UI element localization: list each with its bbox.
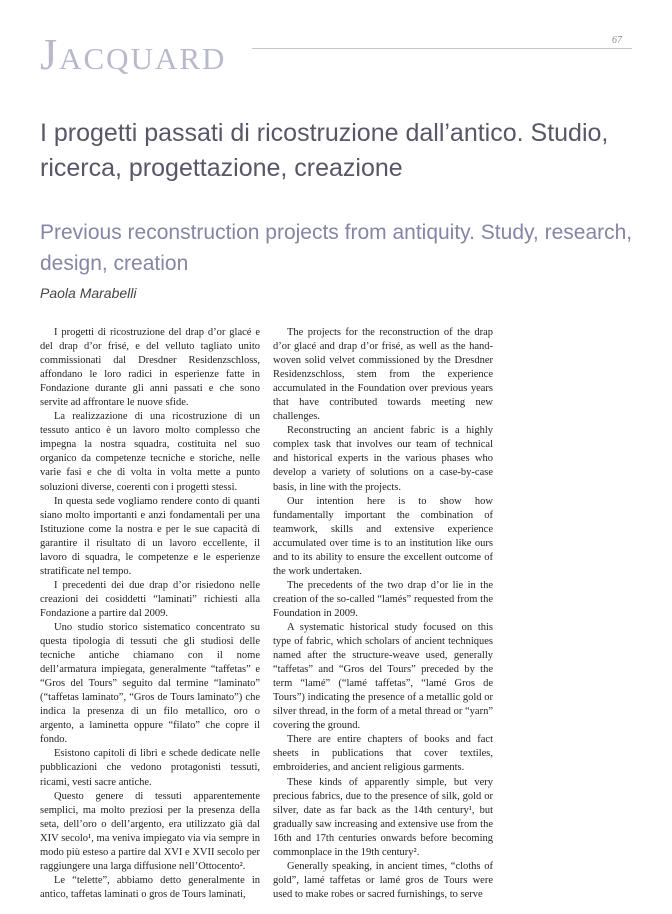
- paragraph: I precedenti dei due drap d’or risiedono nelle creazioni dei cosiddetti “laminati” richiesti alla Fondazione a partire dal 2009.: [40, 579, 260, 619]
- paragraph: Reconstructing an ancient fabric is a highly complex task that involves our team of technical and historical experts in the various phases who develop a variety of solutions on a case-by-case basis, in line with the projects.: [273, 425, 493, 493]
- paragraph: I progetti di ricostruzione del drap d’or glacé e del drap d’or frisé, e del velluto tagliato unito commissionati dal Dresdner Residenzschloss, affondano le loro radici in esperienze fatte in Fondazione durante gli anni passati e che sono servite ad affrontare le nuove sfide.: [40, 327, 260, 409]
- paragraph: Generally speaking, in ancient times, “cloths of gold”, lamé taffetas or lamé gros de Tours were used to make robes or sacred furnishings, to serve: [273, 860, 493, 900]
- paragraph: In questa sede vogliamo rendere conto di quanti siano molto importanti e anzi fondamentali per una Istituzione come la nostra e per le sue capacità di garantire il risultato di un lavoro eccellente, il lavoro di squadra, le competenze e le esperienze stratificate nel tempo.: [40, 495, 260, 577]
- article-title-english: Previous reconstruction projects from antiquity. Study, research, design, creation: [40, 221, 633, 275]
- paragraph: A systematic historical study focused on this type of fabric, which scholars of ancient techniques named after the structure-weave used, generally “taffetas” and “Gros del Tours” preceded by the term “lamé” (“lamé taffetas”, “lamé Gros de Tours”) indicating the presence of a metallic gold or silver thread, in the form of a metal thread or “yarn” covering the ground.: [273, 621, 493, 732]
- paragraph: The precedents of the two drap d’or lie in the creation of the so-called “lamés” requested from the Foundation in 2009.: [273, 579, 493, 619]
- paragraph: Esistono capitoli di libri e schede dedicate nelle pubblicazioni che vedono protagonisti tessuti, ricami, vesti sacre antiche.: [40, 748, 260, 788]
- paragraph: Questo genere di tessuti apparentemente semplici, ma molto preziosi per la presenza della seta, dell’oro o dell’argento, era utilizzato già dal XIV secolo¹, ma veniva impiegato via via sempre in modo più esteso a partire dal XVI e XVII secolo per raggiungere una larga diffusione nell’Ottocento².: [40, 790, 260, 872]
- paragraph: These kinds of apparently simple, but very precious fabrics, due to the presence of silk, gold or silver, date as far back as the 14th century¹, but gradually saw increasing and extensive use from the 16th and 17th centuries onwards before becoming commonplace in the 19th century².: [273, 776, 493, 858]
- paragraph: Our intention here is to show how fundamentally important the combination of teamwork, skills and extensive experience accumulated over time is to an institution like ours and to its ability to ensure the excellent outcome of the work undertaken.: [273, 495, 493, 577]
- english-text-column: [273, 326, 493, 902]
- journal-title: Jacquard: [40, 30, 227, 79]
- page-number: 67: [612, 35, 622, 46]
- paragraph: Uno studio storico sistematico concentrato su questa tipologia di tessuti che gli studiosi delle tecniche antiche chiamano con il nome dell’armatura impiegata, generalmente “taffetas” e “Gros del Tours” seguito dal termine “laminato” (“taffetas laminato”, “Gros de Tours laminato”) che indica la presenza di un filo metallico, oro o argento, a laminetta oppure “filato” che copre il fondo.: [40, 621, 260, 746]
- paragraph: The projects for the reconstruction of the drap d’or glacé and drap d’or frisé, as well as the hand-woven solid velvet commissioned by the Dresdner Residenzschloss, stem from the experience accumulated in the Foundation over previous years that have contributed towards meeting new challenges.: [273, 327, 493, 423]
- article-title-italian: I progetti passati di ricostruzione dall’antico. Studio, ricerca, progettazione, creazione: [40, 119, 609, 182]
- paragraph: La realizzazione di una ricostruzione di un tessuto antico è un lavoro molto complesso che impegna la nostra squadra, costituita nel suo organico da competenze tecniche e storiche, nelle varie fasi e che di volta in volta mette a punto soluzioni diverse, coerenti con i progetti stessi.: [40, 411, 260, 493]
- paragraph: There are entire chapters of books and fact sheets in publications that cover textiles, embroideries, and ancient religious garments.: [273, 734, 493, 774]
- italian-text-column: [40, 326, 260, 902]
- article-author: Paola Marabelli: [40, 285, 137, 301]
- header-divider: [252, 48, 632, 49]
- paragraph: Le “telette”, abbiamo detto generalmente in antico, taffetas laminati o gros de Tours laminati,: [40, 874, 260, 900]
